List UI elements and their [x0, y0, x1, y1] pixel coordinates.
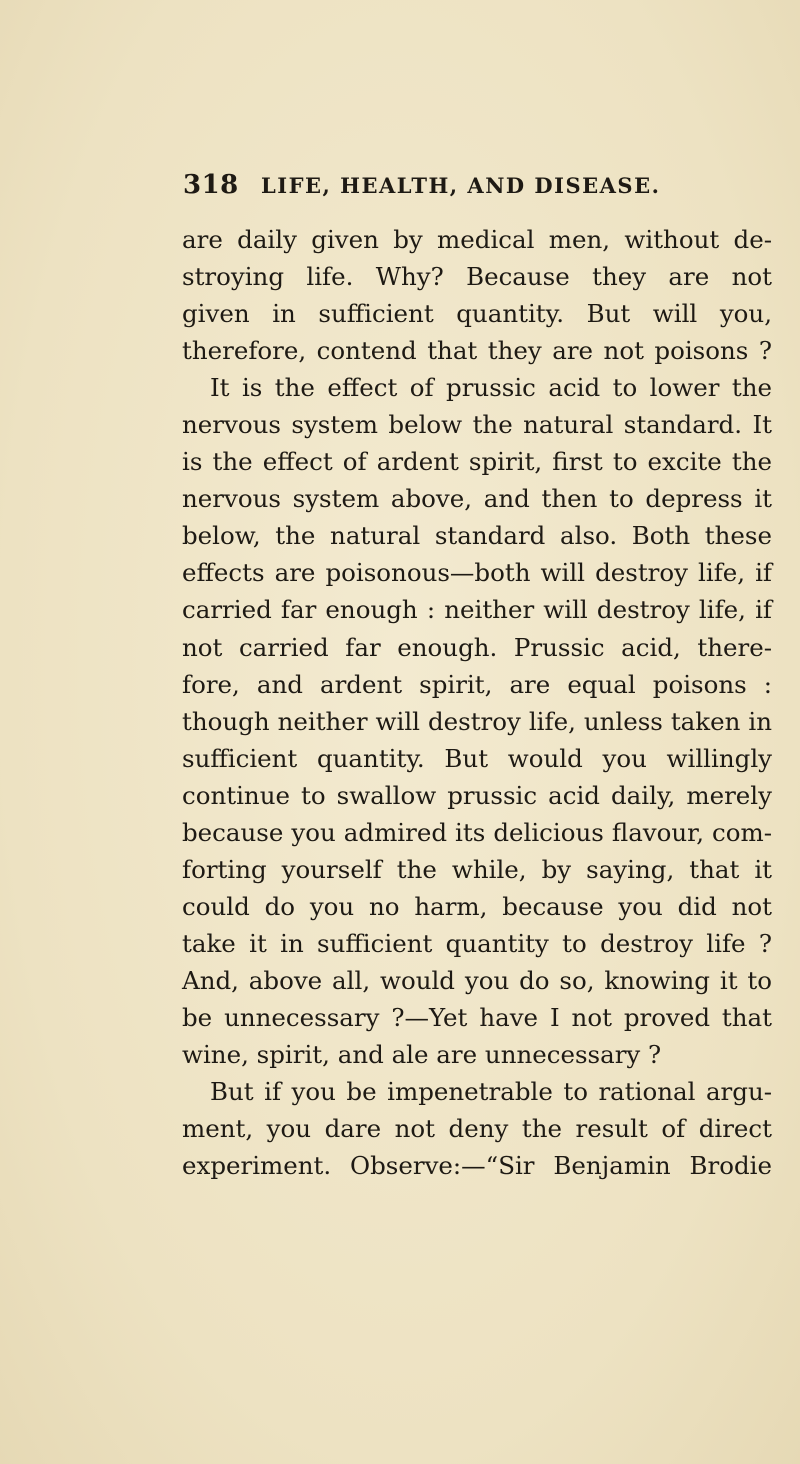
- text-line: effects are poisonous—both will destroy life, if: [182, 558, 772, 588]
- text-line: continue to swallow prussic acid daily, merely: [182, 780, 772, 810]
- text-line: therefore, contend that they are not poisons ?: [182, 336, 772, 366]
- text-line: fore, and ardent spirit, are equal poisons :: [182, 669, 772, 699]
- text-line: though neither will destroy life, unless taken in: [182, 706, 772, 736]
- text-line: take it in sufficient quantity to destroy life ?: [182, 928, 772, 958]
- text-line: It is the effect of prussic acid to lower the: [210, 373, 772, 403]
- text-line: experiment. Observe:—“Sir Benjamin Brodie: [182, 1151, 772, 1181]
- text-line: sufficient quantity. But would you willingly: [182, 743, 772, 773]
- text-line: because you admired its delicious flavour, com-: [182, 817, 772, 847]
- text-line: is the effect of ardent spirit, first to excite the: [182, 447, 772, 477]
- text-line: nervous system below the natural standard. It: [182, 410, 772, 440]
- text-line: wine, spirit, and ale are unnecessary ?: [182, 1040, 662, 1070]
- text-line: forting yourself the while, by saying, that it: [182, 854, 772, 884]
- running-title: LIFE, HEALTH, AND DISEASE.: [261, 173, 661, 198]
- text-line: be unnecessary ?—Yet have I not proved that: [182, 1002, 772, 1032]
- text-line: nervous system above, and then to depress it: [182, 484, 772, 514]
- text-line: stroying life. Why? Because they are not: [182, 262, 772, 292]
- body-text: [182, 221, 772, 1184]
- text-line: could do you no harm, because you did not: [182, 891, 772, 921]
- page-header: [183, 170, 723, 202]
- text-line: And, above all, would you do so, knowing it to: [182, 965, 772, 995]
- text-line: carried far enough : neither will destroy life, if: [182, 595, 772, 625]
- text-line: below, the natural standard also. Both these: [182, 521, 772, 551]
- text-line: ment, you dare not deny the result of direct: [182, 1114, 772, 1144]
- page-number: 318: [183, 170, 239, 200]
- text-line: given in sufficient quantity. But will you,: [182, 299, 772, 329]
- text-line: not carried far enough. Prussic acid, there-: [182, 632, 772, 662]
- text-line: But if you be impenetrable to rational argu-: [210, 1077, 772, 1107]
- text-line: are daily given by medical men, without de-: [182, 225, 772, 254]
